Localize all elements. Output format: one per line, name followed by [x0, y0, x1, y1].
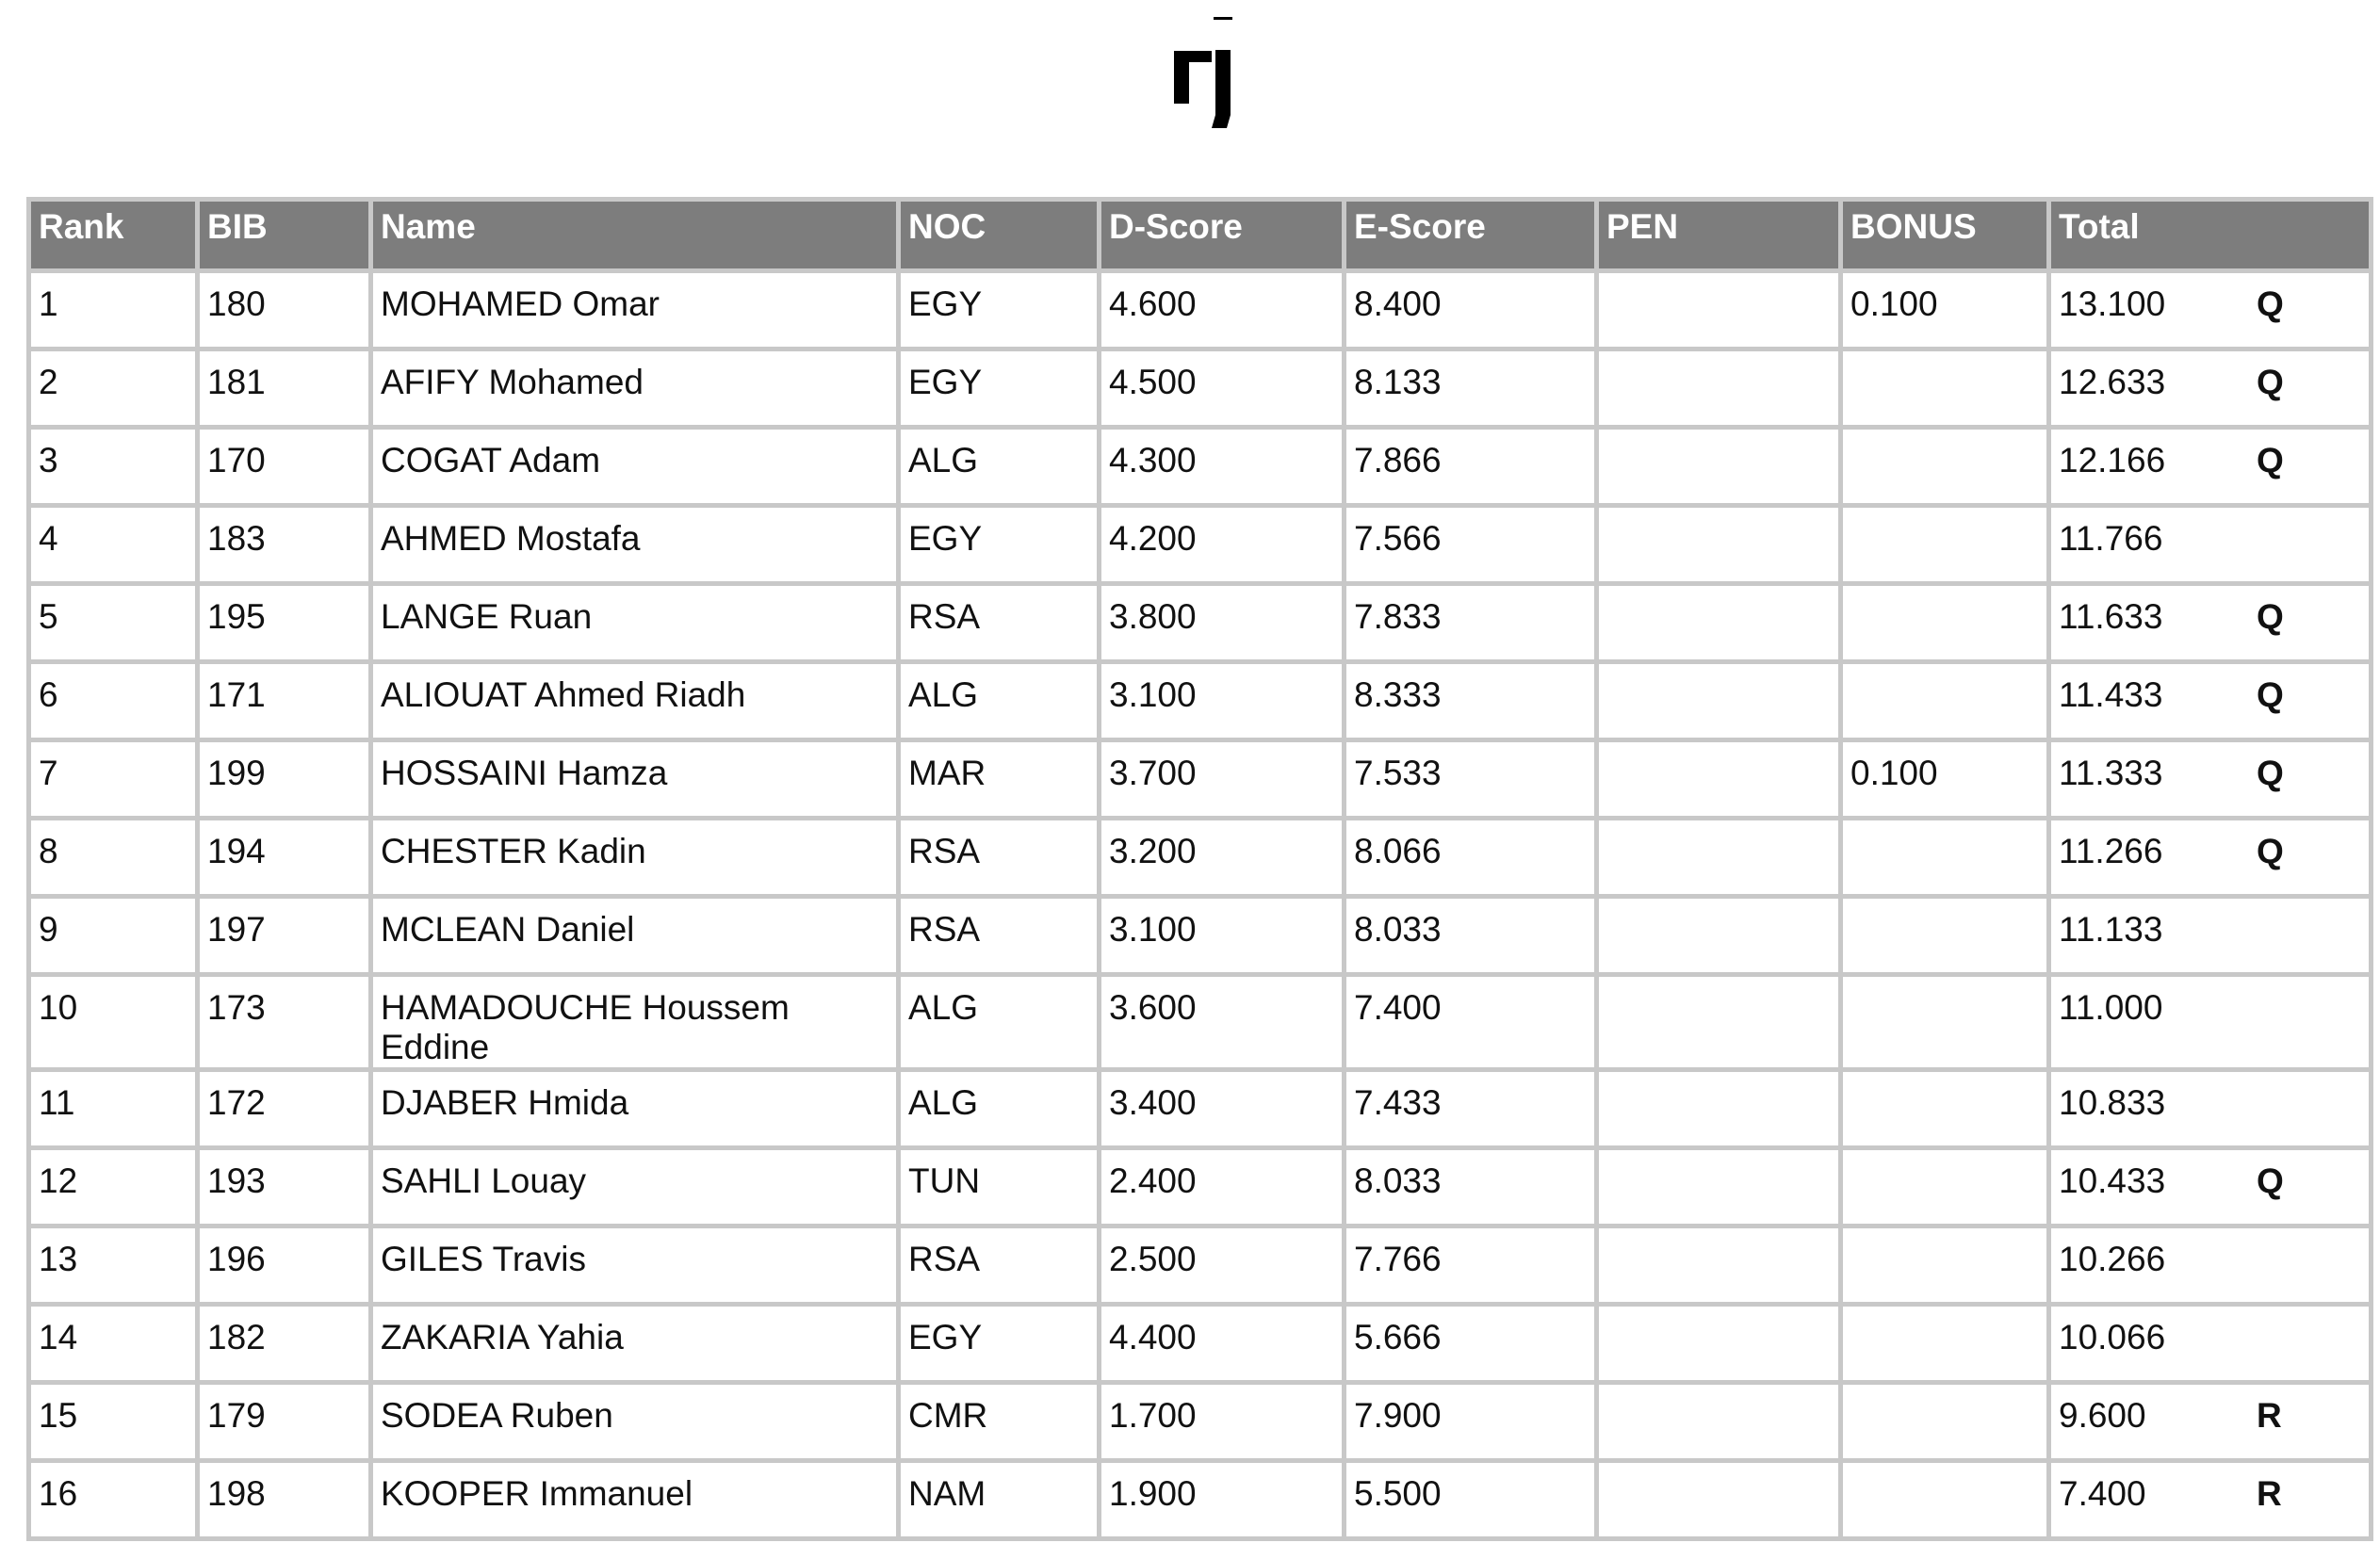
noc-cell: RSA [901, 1228, 1101, 1307]
bonus-cell [1843, 351, 2051, 430]
rank-cell: 7 [31, 742, 200, 820]
bib-cell: 173 [200, 977, 373, 1072]
total-cell [2051, 430, 2373, 508]
total-cell [2051, 586, 2373, 664]
e-score-cell: 8.133 [1346, 351, 1599, 430]
total-value: 11.766 [2059, 519, 2163, 558]
noc-cell: MAR [901, 742, 1101, 820]
pen-cell [1599, 430, 1843, 508]
name-cell: SAHLI Louay [373, 1150, 901, 1228]
noc-cell: CMR [901, 1385, 1101, 1463]
table-row [31, 664, 2373, 742]
total-value: 11.333 [2059, 754, 2163, 792]
bib-cell: 183 [200, 508, 373, 586]
pen-cell [1599, 1072, 1843, 1150]
table-row [31, 430, 2373, 508]
table-header-row [31, 202, 2373, 273]
total-cell [2051, 1228, 2373, 1307]
pen-cell [1599, 664, 1843, 742]
total-cell [2051, 1463, 2373, 1541]
table-row [31, 742, 2373, 820]
e-score-cell: 7.833 [1346, 586, 1599, 664]
name-cell: AHMED Mostafa [373, 508, 901, 586]
pen-cell [1599, 1228, 1843, 1307]
e-score-cell: 7.766 [1346, 1228, 1599, 1307]
table-row [31, 1463, 2373, 1541]
bib-cell: 181 [200, 351, 373, 430]
bib-cell: 196 [200, 1228, 373, 1307]
bonus-cell [1843, 664, 2051, 742]
d-score-cell: 4.200 [1101, 508, 1346, 586]
bonus-cell [1843, 820, 2051, 899]
rank-cell: 9 [31, 899, 200, 977]
total-cell [2051, 1150, 2373, 1228]
pen-cell [1599, 351, 1843, 430]
total-cell [2051, 1385, 2373, 1463]
total-cell [2051, 742, 2373, 820]
column-header-name: Name [373, 202, 901, 273]
table-row [31, 977, 2373, 1072]
d-score-cell: 4.300 [1101, 430, 1346, 508]
bonus-cell [1843, 508, 2051, 586]
qualification-flag: Q [2257, 754, 2284, 792]
total-value: 11.133 [2059, 910, 2163, 949]
noc-cell: EGY [901, 273, 1101, 351]
d-score-cell: 2.400 [1101, 1150, 1346, 1228]
qualification-flag: Q [2257, 441, 2284, 479]
total-cell [2051, 273, 2373, 351]
total-cell [2051, 508, 2373, 586]
total-cell [2051, 1072, 2373, 1150]
noc-cell: EGY [901, 508, 1101, 586]
total-value: 10.266 [2059, 1240, 2166, 1278]
bonus-cell [1843, 977, 2051, 1072]
name-cell: SODEA Ruben [373, 1385, 901, 1463]
column-header-total: Total [2051, 202, 2373, 273]
noc-cell: RSA [901, 820, 1101, 899]
rank-cell: 13 [31, 1228, 200, 1307]
bib-cell: 198 [200, 1463, 373, 1541]
e-score-cell: 7.866 [1346, 430, 1599, 508]
e-score-cell: 5.666 [1346, 1307, 1599, 1385]
name-cell: LANGE Ruan [373, 586, 901, 664]
name-cell: MOHAMED Omar [373, 273, 901, 351]
noc-cell: ALG [901, 1072, 1101, 1150]
noc-cell: EGY [901, 1307, 1101, 1385]
pen-cell [1599, 586, 1843, 664]
d-score-cell: 2.500 [1101, 1228, 1346, 1307]
name-cell: AFIFY Mohamed [373, 351, 901, 430]
bib-cell: 182 [200, 1307, 373, 1385]
bib-cell: 199 [200, 742, 373, 820]
noc-cell: RSA [901, 586, 1101, 664]
column-header-noc: NOC [901, 202, 1101, 273]
e-score-cell: 8.333 [1346, 664, 1599, 742]
noc-cell: EGY [901, 351, 1101, 430]
bonus-cell [1843, 899, 2051, 977]
table-row [31, 351, 2373, 430]
d-score-cell: 4.400 [1101, 1307, 1346, 1385]
table-row [31, 1072, 2373, 1150]
total-cell [2051, 977, 2373, 1072]
pen-cell [1599, 977, 1843, 1072]
qualification-flag: Q [2257, 597, 2284, 636]
noc-cell: ALG [901, 664, 1101, 742]
bib-cell: 170 [200, 430, 373, 508]
column-header-bib: BIB [200, 202, 373, 273]
table-row [31, 899, 2373, 977]
pen-cell [1599, 742, 1843, 820]
rank-cell: 16 [31, 1463, 200, 1541]
d-score-cell: 3.100 [1101, 899, 1346, 977]
name-cell: HOSSAINI Hamza [373, 742, 901, 820]
name-cell: DJABER Hmida [373, 1072, 901, 1150]
total-value: 10.833 [2059, 1083, 2166, 1122]
pen-cell [1599, 508, 1843, 586]
qualification-flag: R [2257, 1474, 2282, 1513]
e-score-cell: 5.500 [1346, 1463, 1599, 1541]
bib-cell: 179 [200, 1385, 373, 1463]
pen-cell [1599, 1307, 1843, 1385]
bonus-cell: 0.100 [1843, 273, 2051, 351]
name-cell: CHESTER Kadin [373, 820, 901, 899]
total-value: 13.100 [2059, 284, 2166, 323]
rank-cell: 15 [31, 1385, 200, 1463]
rank-cell: 2 [31, 351, 200, 430]
bib-cell: 193 [200, 1150, 373, 1228]
rank-cell: 1 [31, 273, 200, 351]
d-score-cell: 3.100 [1101, 664, 1346, 742]
column-header-e-score: E-Score [1346, 202, 1599, 273]
d-score-cell: 3.600 [1101, 977, 1346, 1072]
bib-cell: 172 [200, 1072, 373, 1150]
noc-cell: ALG [901, 430, 1101, 508]
total-value: 7.400 [2059, 1474, 2146, 1513]
bib-cell: 171 [200, 664, 373, 742]
noc-cell: RSA [901, 899, 1101, 977]
bonus-cell [1843, 586, 2051, 664]
bonus-cell [1843, 1072, 2051, 1150]
table-row [31, 1150, 2373, 1228]
name-cell: GILES Travis [373, 1228, 901, 1307]
bib-cell: 180 [200, 273, 373, 351]
e-score-cell: 8.400 [1346, 273, 1599, 351]
name-cell: ALIOUAT Ahmed Riadh [373, 664, 901, 742]
total-value: 11.633 [2059, 597, 2163, 636]
rank-cell: 10 [31, 977, 200, 1072]
bib-cell: 197 [200, 899, 373, 977]
table-row [31, 508, 2373, 586]
table-row [31, 820, 2373, 899]
rank-cell: 5 [31, 586, 200, 664]
d-score-cell: 4.600 [1101, 273, 1346, 351]
total-value: 12.166 [2059, 441, 2166, 479]
pen-cell [1599, 820, 1843, 899]
pen-cell [1599, 273, 1843, 351]
d-score-cell: 3.700 [1101, 742, 1346, 820]
pen-cell [1599, 1463, 1843, 1541]
column-header-pen: PEN [1599, 202, 1843, 273]
table-row [31, 1228, 2373, 1307]
name-cell: HAMADOUCHE Houssem Eddine [373, 977, 901, 1072]
e-score-cell: 7.400 [1346, 977, 1599, 1072]
column-header-bonus: BONUS [1843, 202, 2051, 273]
qualification-flag: R [2257, 1396, 2282, 1435]
pen-cell [1599, 1150, 1843, 1228]
total-cell [2051, 820, 2373, 899]
bonus-cell [1843, 430, 2051, 508]
total-value: 10.066 [2059, 1318, 2166, 1356]
qualification-flag: Q [2257, 363, 2284, 401]
total-value: 11.266 [2059, 832, 2163, 870]
rank-cell: 8 [31, 820, 200, 899]
qualification-flag: Q [2257, 284, 2284, 323]
name-cell: COGAT Adam [373, 430, 901, 508]
noc-cell: ALG [901, 977, 1101, 1072]
total-value: 11.433 [2059, 675, 2163, 714]
d-score-cell: 3.200 [1101, 820, 1346, 899]
e-score-cell: 8.033 [1346, 1150, 1599, 1228]
table-row [31, 1385, 2373, 1463]
noc-cell: TUN [901, 1150, 1101, 1228]
rank-cell: 12 [31, 1150, 200, 1228]
total-value: 11.000 [2059, 988, 2163, 1027]
bonus-cell: 0.100 [1843, 742, 2051, 820]
rank-cell: 14 [31, 1307, 200, 1385]
total-cell [2051, 664, 2373, 742]
d-score-cell: 1.900 [1101, 1463, 1346, 1541]
qualification-flag: Q [2257, 1161, 2284, 1200]
d-score-cell: 4.500 [1101, 351, 1346, 430]
table-row [31, 273, 2373, 351]
total-value: 12.633 [2059, 363, 2166, 401]
total-value: 9.600 [2059, 1396, 2146, 1435]
total-cell [2051, 351, 2373, 430]
d-score-cell: 1.700 [1101, 1385, 1346, 1463]
total-cell [2051, 899, 2373, 977]
name-cell: KOOPER Immanuel [373, 1463, 901, 1541]
federation-logo-icon [1168, 17, 1253, 135]
pen-cell [1599, 1385, 1843, 1463]
name-cell: MCLEAN Daniel [373, 899, 901, 977]
noc-cell: NAM [901, 1463, 1101, 1541]
d-score-cell: 3.800 [1101, 586, 1346, 664]
column-header-rank: Rank [31, 202, 200, 273]
qualification-flag: Q [2257, 675, 2284, 714]
bonus-cell [1843, 1385, 2051, 1463]
bonus-cell [1843, 1307, 2051, 1385]
e-score-cell: 7.566 [1346, 508, 1599, 586]
rank-cell: 4 [31, 508, 200, 586]
e-score-cell: 7.433 [1346, 1072, 1599, 1150]
d-score-cell: 3.400 [1101, 1072, 1346, 1150]
table-row [31, 586, 2373, 664]
bonus-cell [1843, 1463, 2051, 1541]
e-score-cell: 8.033 [1346, 899, 1599, 977]
name-cell: ZAKARIA Yahia [373, 1307, 901, 1385]
rank-cell: 3 [31, 430, 200, 508]
table-row [31, 1307, 2373, 1385]
bib-cell: 195 [200, 586, 373, 664]
bonus-cell [1843, 1228, 2051, 1307]
column-header-d-score: D-Score [1101, 202, 1346, 273]
qualification-flag: Q [2257, 832, 2284, 870]
total-cell [2051, 1307, 2373, 1385]
rank-cell: 6 [31, 664, 200, 742]
bib-cell: 194 [200, 820, 373, 899]
e-score-cell: 8.066 [1346, 820, 1599, 899]
e-score-cell: 7.900 [1346, 1385, 1599, 1463]
pen-cell [1599, 899, 1843, 977]
bonus-cell [1843, 1150, 2051, 1228]
rank-cell: 11 [31, 1072, 200, 1150]
results-table [26, 197, 2373, 1541]
total-value: 10.433 [2059, 1161, 2166, 1200]
e-score-cell: 7.533 [1346, 742, 1599, 820]
